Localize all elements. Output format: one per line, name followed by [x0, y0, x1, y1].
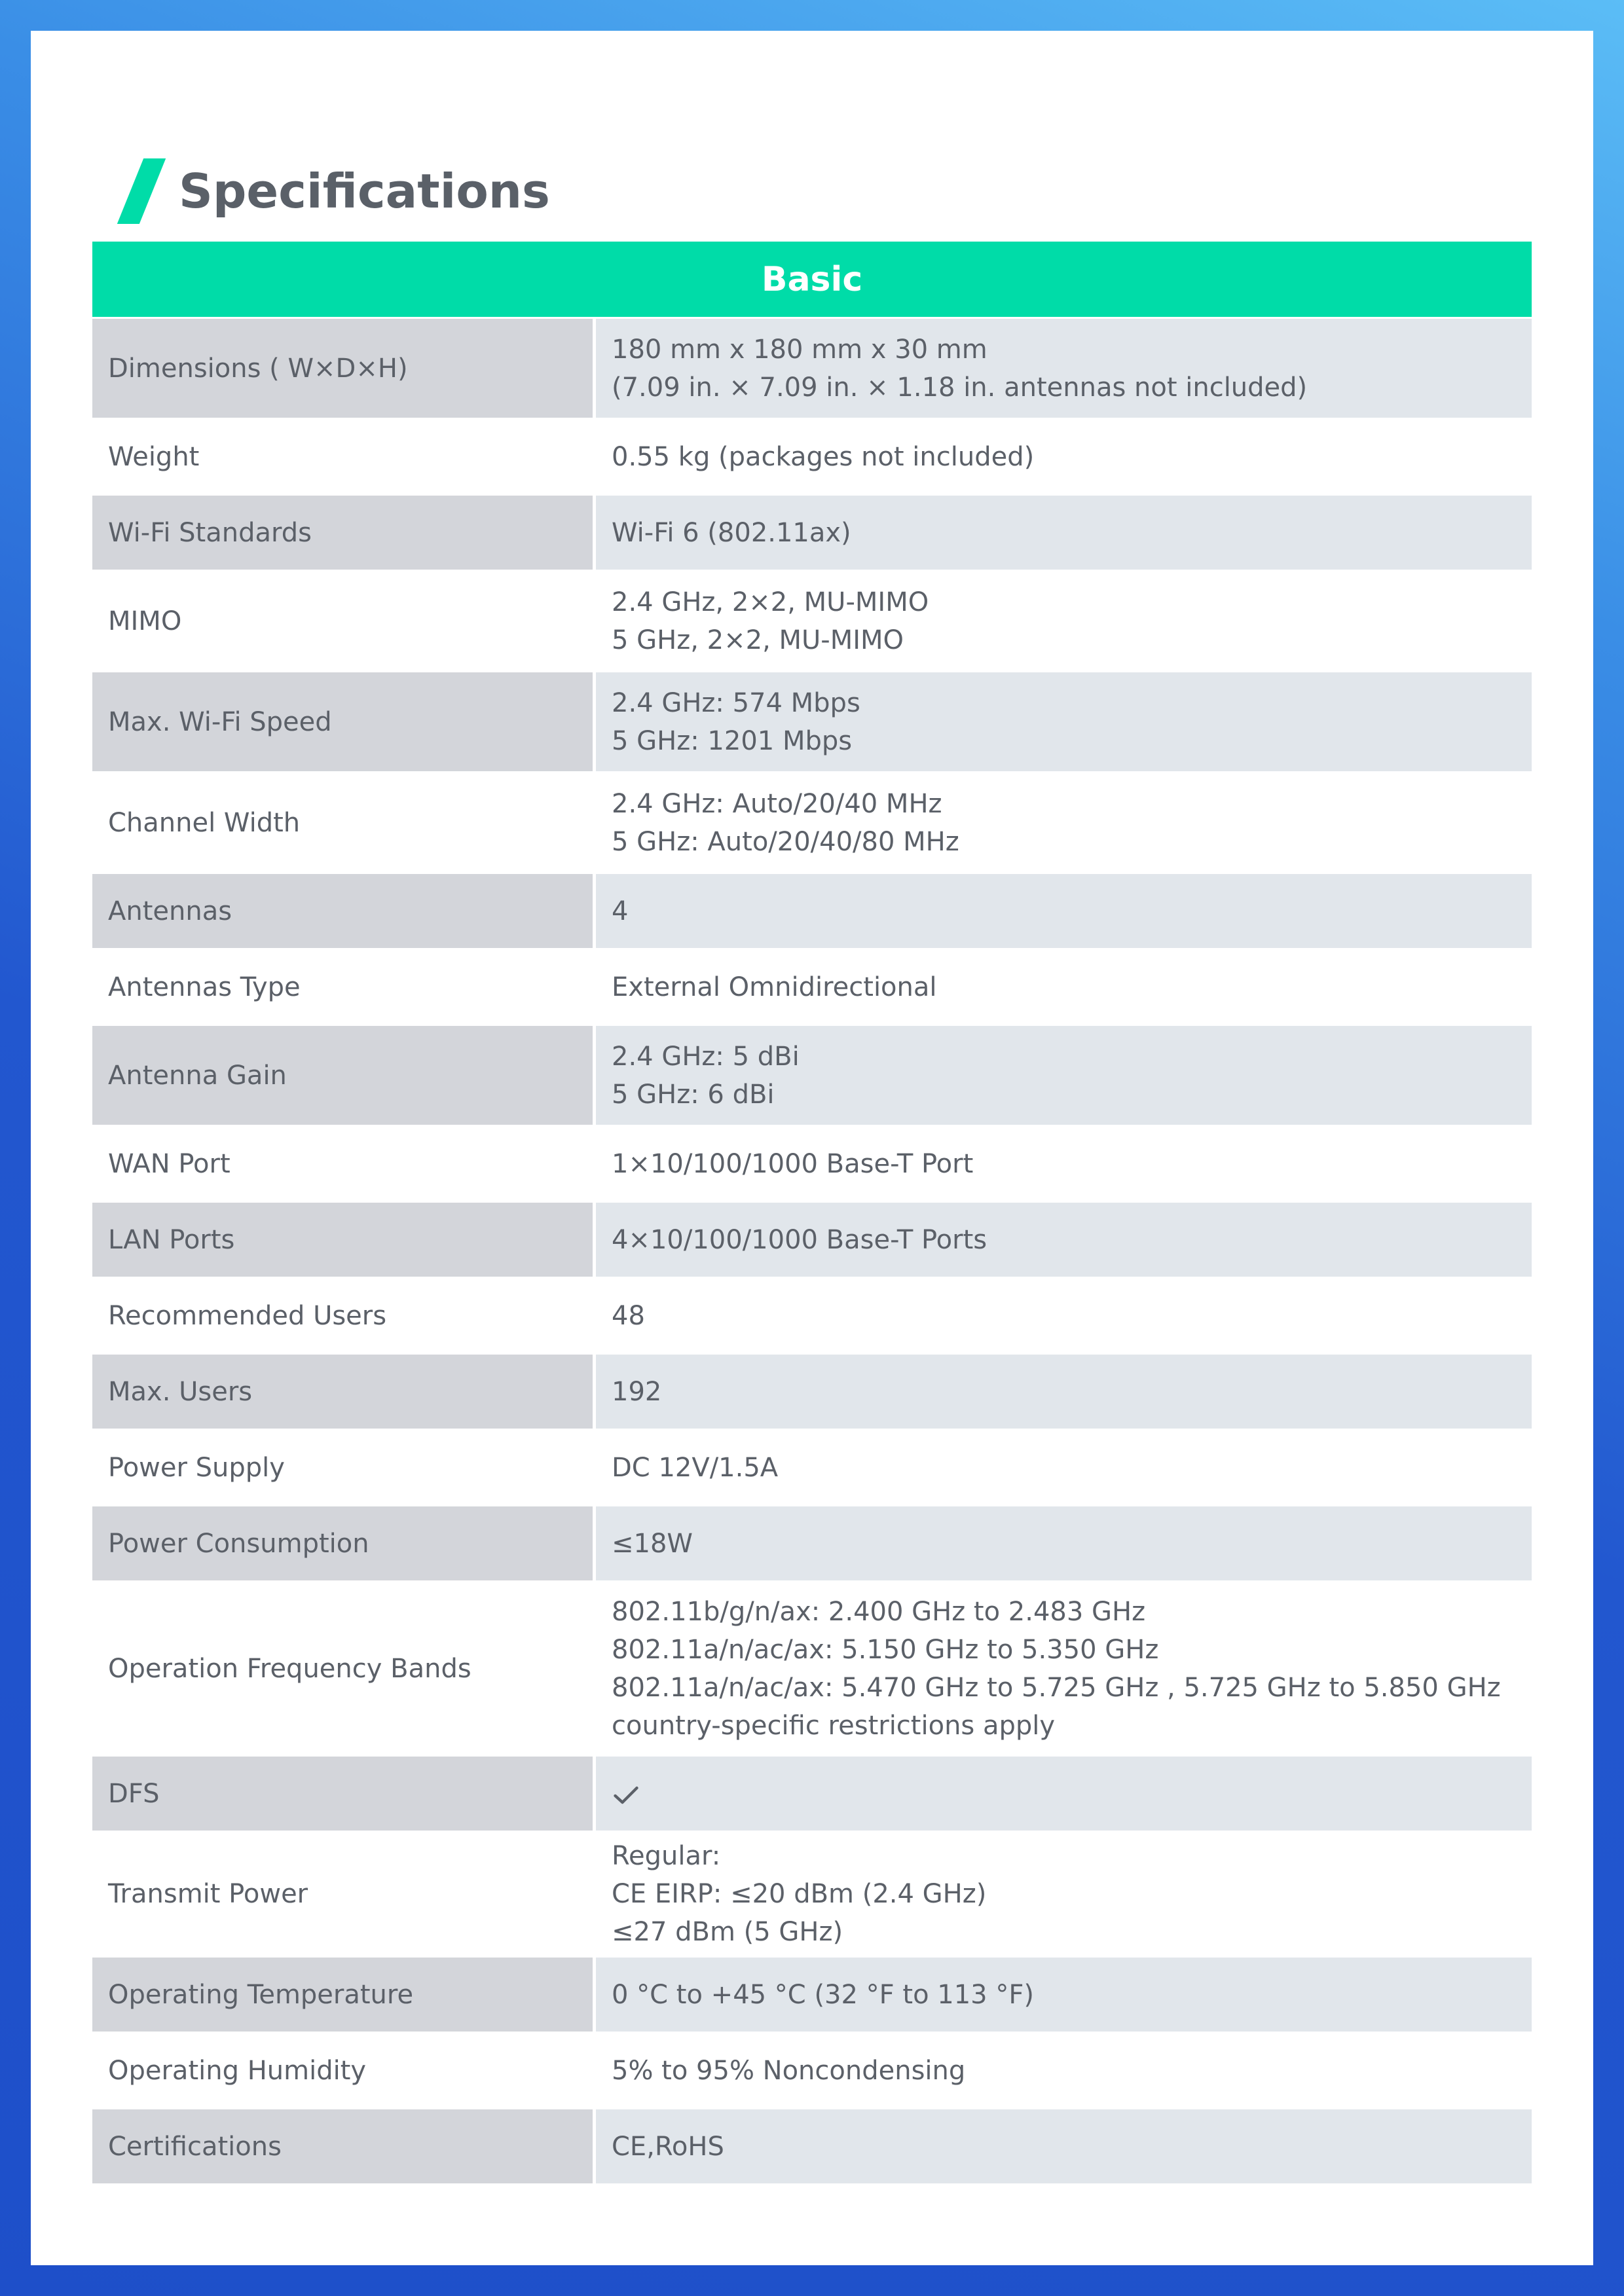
spec-row	[92, 1355, 1532, 1429]
spec-value-line: 2.4 GHz: 5 dBi	[612, 1041, 800, 1072]
spec-label: Antennas	[92, 874, 593, 948]
spec-value	[596, 420, 1532, 494]
spec-row	[92, 1958, 1532, 2032]
spec-value-line: country-specific restrictions apply	[612, 1710, 1056, 1741]
spec-value	[596, 319, 1532, 418]
spec-row	[92, 572, 1532, 670]
spec-label: Recommended Users	[92, 1279, 593, 1353]
spec-value-line: 0.55 kg (packages not included)	[612, 441, 1035, 472]
spec-value	[596, 1355, 1532, 1429]
spec-label: Dimensions ( W×D×H)	[92, 319, 593, 418]
spec-value-line: 2.4 GHz, 2×2, MU-MIMO	[612, 587, 929, 617]
spec-value-line: (7.09 in. × 7.09 in. × 1.18 in. antennas not included)	[612, 372, 1308, 403]
spec-row	[92, 2033, 1532, 2107]
spec-value-line: 0 °C to +45 °C (32 °F to 113 °F)	[612, 1979, 1034, 2010]
spec-label: Operating Humidity	[92, 2033, 593, 2107]
section-header: Basic	[92, 242, 1532, 317]
spec-value	[596, 1582, 1532, 1755]
spec-label: Max. Wi-Fi Speed	[92, 672, 593, 771]
spec-value-line: 48	[612, 1300, 645, 1331]
spec-value	[596, 1506, 1532, 1580]
spec-row	[92, 1430, 1532, 1504]
spec-label: DFS	[92, 1757, 593, 1831]
spec-rows	[92, 319, 1532, 2183]
spec-value-line: 5 GHz, 2×2, MU-MIMO	[612, 625, 904, 655]
check-icon	[612, 1781, 640, 1810]
spec-row	[92, 1832, 1532, 1956]
page-heading	[116, 155, 550, 227]
spec-value	[596, 672, 1532, 771]
spec-row	[92, 2109, 1532, 2183]
spec-value-line: Wi-Fi 6 (802.11ax)	[612, 517, 851, 548]
spec-value-line: 5 GHz: Auto/20/40/80 MHz	[612, 826, 959, 857]
spec-value	[596, 1757, 1532, 1831]
spec-row	[92, 1582, 1532, 1755]
spec-row	[92, 950, 1532, 1024]
spec-label: Power Supply	[92, 1430, 593, 1504]
spec-value-line: 2.4 GHz: Auto/20/40 MHz	[612, 788, 942, 819]
spec-value	[596, 1026, 1532, 1125]
spec-label: Operation Frequency Bands	[92, 1582, 593, 1755]
spec-row	[92, 1279, 1532, 1353]
spec-value	[596, 1279, 1532, 1353]
spec-value	[596, 2033, 1532, 2107]
spec-value-line: Regular:	[612, 1841, 721, 1871]
spec-value	[596, 950, 1532, 1024]
spec-sheet-page	[31, 31, 1593, 2265]
spec-label: Transmit Power	[92, 1832, 593, 1956]
spec-label: MIMO	[92, 572, 593, 670]
spec-label: Certifications	[92, 2109, 593, 2183]
accent-slash-icon	[117, 158, 166, 224]
spec-row	[92, 496, 1532, 570]
spec-row	[92, 1127, 1532, 1201]
spec-value	[596, 874, 1532, 948]
spec-value	[596, 1832, 1532, 1956]
spec-value-line: 802.11b/g/n/ax: 2.400 GHz to 2.483 GHz	[612, 1596, 1146, 1627]
spec-row	[92, 1506, 1532, 1580]
spec-value	[596, 2109, 1532, 2183]
spec-value-line: 180 mm x 180 mm x 30 mm	[612, 334, 987, 365]
page-title: Specifications	[179, 164, 550, 219]
spec-value	[596, 1430, 1532, 1504]
spec-value-line: 5% to 95% Noncondensing	[612, 2055, 966, 2086]
spec-value-line: 802.11a/n/ac/ax: 5.150 GHz to 5.350 GHz	[612, 1634, 1159, 1665]
spec-row	[92, 319, 1532, 418]
spec-label: Channel Width	[92, 773, 593, 872]
spec-value-line: 5 GHz: 6 dBi	[612, 1079, 775, 1110]
spec-label: Power Consumption	[92, 1506, 593, 1580]
spec-table	[92, 242, 1532, 2185]
spec-value-line: CE EIRP: ≤20 dBm (2.4 GHz)	[612, 1879, 987, 1909]
spec-value	[596, 496, 1532, 570]
spec-row	[92, 1757, 1532, 1831]
spec-row	[92, 1203, 1532, 1277]
spec-label: Antenna Gain	[92, 1026, 593, 1125]
spec-label: Wi-Fi Standards	[92, 496, 593, 570]
spec-value	[596, 773, 1532, 872]
spec-value-line: 4×10/100/1000 Base-T Ports	[612, 1224, 987, 1255]
spec-value-line: 192	[612, 1376, 662, 1407]
spec-value-line: DC 12V/1.5A	[612, 1452, 779, 1483]
spec-label: Max. Users	[92, 1355, 593, 1429]
spec-value-line: External Omnidirectional	[612, 972, 937, 1002]
spec-value-line: 5 GHz: 1201 Mbps	[612, 725, 853, 756]
spec-value	[596, 1958, 1532, 2032]
spec-label: Operating Temperature	[92, 1958, 593, 2032]
spec-value-line: 4	[612, 896, 629, 926]
spec-value	[596, 1127, 1532, 1201]
spec-value-line: CE,RoHS	[612, 2131, 724, 2162]
spec-value-line: 2.4 GHz: 574 Mbps	[612, 687, 860, 718]
spec-label: Antennas Type	[92, 950, 593, 1024]
spec-value	[596, 1203, 1532, 1277]
spec-row	[92, 1026, 1532, 1125]
spec-value-line: ≤27 dBm (5 GHz)	[612, 1917, 843, 1947]
spec-label: LAN Ports	[92, 1203, 593, 1277]
spec-value	[596, 572, 1532, 670]
spec-value-line: 1×10/100/1000 Base-T Port	[612, 1148, 974, 1179]
spec-row	[92, 874, 1532, 948]
spec-label: Weight	[92, 420, 593, 494]
spec-label: WAN Port	[92, 1127, 593, 1201]
spec-value-line: ≤18W	[612, 1528, 693, 1559]
spec-row	[92, 420, 1532, 494]
spec-value-line: 802.11a/n/ac/ax: 5.470 GHz to 5.725 GHz , 5.725 GHz to 5.850 GHz	[612, 1672, 1501, 1703]
spec-row	[92, 672, 1532, 771]
spec-row	[92, 773, 1532, 872]
